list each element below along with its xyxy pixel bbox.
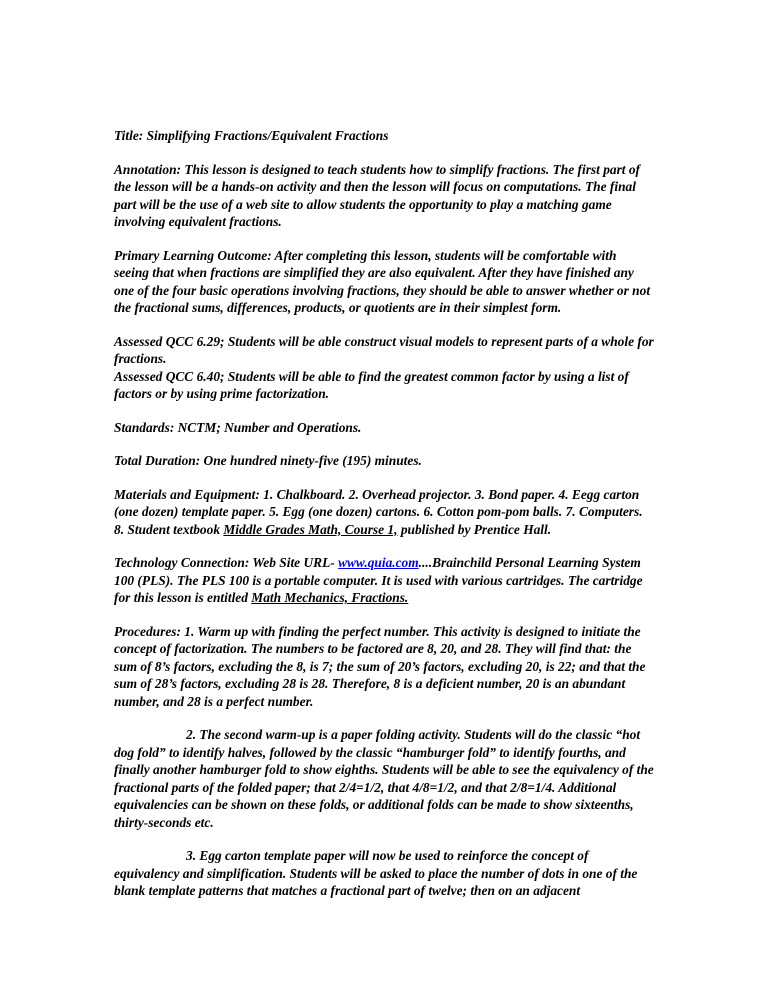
- technology-text: Technology Connection: Web Site URL-: [114, 555, 339, 570]
- duration-line: Total Duration: One hundred ninety-five (195) minutes.: [114, 453, 422, 468]
- assessed-qcc-629: Assessed QCC 6.29; Students will be able construct visual models to represent parts of a whole for fractions.: [114, 333, 654, 366]
- procedure-step-2: 2. The second warm-up is a paper folding activity. Students will do the classic “hot dog fold” to identify halves, followed by the classic “hamburger fold” to identify fourths, and finally another hamburger fold to show eighths. Students will be able to see the equivalency of the fractional parts of the folded paper; that 2/4=1/2, that 4/8=1/2, and that 2/8=1/4. Additional equivalencies can be shown on these folds, or additional folds can be made to show sixteenths, thirty-seconds etc.: [114, 727, 654, 830]
- procedure-step-3: 3. Egg carton template paper will now be used to reinforce the concept of equivalency and simplification. Students will be asked to place the number of dots in one of the blank template patterns that matches a fractional part of twelve; then on an adjacent: [114, 848, 638, 898]
- lesson-title: Title: Simplifying Fractions/Equivalent Fractions: [114, 128, 389, 143]
- cartridge-title: Math Mechanics, Fractions.: [251, 590, 409, 605]
- materials-publisher: published by Prentice Hall.: [397, 521, 552, 537]
- learning-outcome-paragraph: Primary Learning Outcome: After completing this lesson, students will be comfortable with seeing that when fractions are simplified they are also equivalent. After they have finished any one of the four basic operations involving fractions, they should be able to answer whether or not the fractional sums, differences, products, or quotients are in their simplest form.: [114, 247, 651, 315]
- standards-line: Standards: NCTM; Number and Operations.: [114, 419, 362, 435]
- annotation-paragraph: Annotation: This lesson is designed to teach students how to simplify fractions. The first part of the lesson will be a hands-on activity and then the lesson will focus on computations. The final part will be the use of a web site to allow students the opportunity to play a matching game involving equivalent fractions.: [114, 161, 641, 229]
- materials-paragraph: [114, 486, 654, 539]
- technology-description: ....Brainchild Personal Learning System 100 (PLS). The PLS 100 is a portable computer. It is used with various cartridges. The cartridge for this lesson is entitled: [114, 555, 643, 605]
- textbook-title: Middle Grades Math, Course 1,: [223, 521, 398, 537]
- quia-link[interactable]: www.quia.com: [338, 555, 419, 570]
- document-page: [114, 127, 654, 916]
- technology-paragraph: [114, 554, 654, 607]
- procedure-step-1: Procedures: 1. Warm up with finding the perfect number. This activity is designed to initiate the concept of factorization. The numbers to be factored are 8, 20, and 28. They will find that: the sum of 8’s factors, excluding the 8, is 7; the sum of 20’s factors, excluding 20, is 22; and that the sum of 28’s factors, excluding 28 is 28. Therefore, 8 is a deficient number, 20 is an abundant number, and 28 is a perfect number.: [114, 623, 646, 709]
- assessed-qcc-640: Assessed QCC 6.40; Students will be able to find the greatest common factor by using a list of factors or by using prime factorization.: [114, 368, 629, 401]
- materials-text: Materials and Equipment: 1. Chalkboard. 2. Overhead projector. 3. Bond paper. 4. Eegg carton (one dozen) template paper. 5. Egg (one dozen) cartons. 6. Cotton pom-pom balls. 7. Computers. 8. Student textbook: [114, 486, 643, 537]
